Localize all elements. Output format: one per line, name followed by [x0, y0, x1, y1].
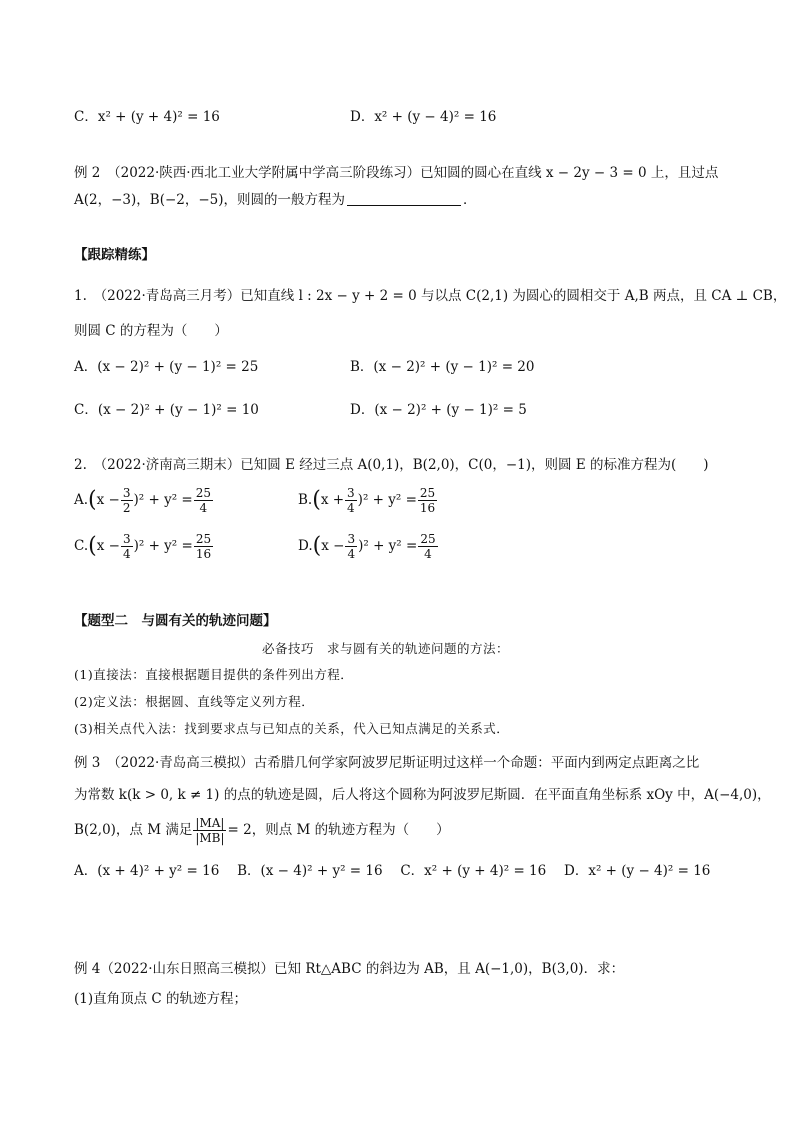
example3-options: A．(x + 4)² + y² = 16 B．(x − 4)² + y² = 16 C．x² + (y + 4)² = 16 D．x² + (y − 4)² = 16 — [74, 863, 711, 879]
q2-a-prefix: A. — [74, 492, 89, 508]
q2-b-paren: ( — [312, 487, 321, 513]
frac-num: 25 — [195, 532, 212, 546]
q2-c-term: x − — [96, 538, 120, 554]
q2-option-d — [298, 532, 439, 561]
frac-num: 25 — [419, 486, 436, 500]
q2-b-rest: )² + y² = — [357, 492, 417, 508]
q2-b-prefix: B. — [298, 492, 313, 508]
frac-num: 3 — [347, 486, 355, 500]
topic2-heading: 【题型二 与圆有关的轨迹问题】 — [74, 613, 277, 629]
frac-den: 4 — [424, 547, 432, 561]
q2-c-paren: ( — [88, 533, 97, 559]
example3-text1: 例 3 （2022·青岛高三模拟）古希腊几何学家阿波罗尼斯证明过这样一个命题：平面内到两定点距离之比 — [74, 755, 700, 771]
frac-den: 4 — [347, 501, 355, 515]
example4-line2: (1)直角顶点 C 的轨迹方程； — [74, 991, 248, 1007]
frac-num: 3 — [122, 486, 131, 500]
example3-line3 — [74, 816, 450, 845]
q2-a-paren: ( — [88, 487, 97, 513]
q2-b-rhs — [418, 486, 437, 515]
example3-line1 — [74, 754, 699, 772]
frac-num: 3 — [122, 532, 131, 546]
q1-option-d: D．(x − 2)² + (y − 1)² = 5 — [350, 402, 527, 418]
q2-c-rest: )² + y² = — [133, 538, 193, 554]
frac-num: 25 — [420, 532, 436, 546]
example2-line1: 例 2 （2022·陕西·西北工业大学附属中学高三阶段练习）已知圆的圆心在直线 x − 2y − 3 = 0 上，且过点 — [74, 165, 719, 181]
q2-a-term: x − — [96, 492, 120, 508]
frac-den: 2 — [122, 501, 131, 515]
method-3: (3)相关点代入法：找到要求点与已知点的关系，代入已知点满足的关系式． — [74, 721, 510, 736]
q1-option-c: C．(x − 2)² + (y − 1)² = 10 — [74, 402, 259, 418]
q2-d-term: x − — [321, 538, 345, 554]
option-c-prev: C．x² + (y + 4)² = 16 — [74, 109, 220, 125]
frac-den: 4 — [347, 547, 356, 561]
q2-option-b — [298, 486, 438, 515]
q2-b-frac — [345, 486, 357, 515]
q2-option-a — [74, 486, 214, 515]
ratio-num: |MA| — [195, 816, 225, 830]
example3-text3a: B(2,0)，点 M 满足 — [74, 822, 193, 838]
example3-text3b: = 2，则点 M 的轨迹方程为（ ） — [227, 822, 450, 838]
q1-option-b: B．(x − 2)² + (y − 1)² = 20 — [350, 359, 535, 375]
answer-blank — [347, 193, 461, 206]
q2-a-frac — [121, 486, 133, 515]
frac-den: 16 — [195, 547, 212, 561]
q2-d-paren: ( — [312, 533, 322, 559]
q1-option-a: A．(x − 2)² + (y − 1)² = 25 — [74, 359, 259, 375]
example4-line1: 例 4（2022·山东日照高三模拟）已知 Rt△ABC 的斜边为 AB，且 A(−1,0)，B(3,0)．求： — [74, 961, 625, 977]
skill-title: 必备技巧 求与圆有关的轨迹问题的方法： — [262, 641, 510, 656]
q2-d-rest: )² + y² = — [358, 538, 418, 554]
q1-line2: 则圆 C 的方程为（ ） — [74, 323, 228, 339]
method-1: (1)直接法：直接根据题目提供的条件列出方程． — [74, 667, 354, 682]
q2-c-prefix: C. — [74, 538, 89, 554]
example3-line2: 为常数 k(k > 0, k ≠ 1) 的点的轨迹是圆，后人将这个圆称为阿波罗尼斯圆．在平面直角坐标系 xOy 中，A(−4,0)， — [74, 787, 771, 803]
frac-den: 16 — [419, 501, 436, 515]
frac-num: 3 — [347, 532, 356, 546]
ratio-fraction — [193, 816, 226, 845]
example2-period: ． — [463, 192, 477, 208]
method-2: (2)定义法：根据圆、直线等定义列方程． — [74, 694, 315, 709]
example2-line2 — [74, 191, 477, 209]
tracking-heading: 【跟踪精练】 — [74, 247, 155, 263]
q1-line1: 1. （2022·青岛高三月考）已知直线 l : 2x − y + 2 = 0 与以点 C(2,1) 为圆心的圆相交于 A,B 两点，且 CA ⊥ CB， — [74, 288, 787, 304]
q2-c-rhs — [194, 532, 213, 561]
q2-d-frac — [345, 532, 357, 561]
frac-den: 4 — [199, 501, 208, 515]
q2-line1: 2. （2022·济南高三期末）已知圆 E 经过三点 A(0,1)，B(2,0)，C(0，−1)，则圆 E 的标准方程为( ) — [74, 457, 709, 473]
example2-text: A(2，−3)，B(−2，−5)，则圆的一般方程为 — [74, 192, 346, 208]
option-d-prev: D．x² + (y − 4)² = 16 — [350, 109, 497, 125]
q2-option-c — [74, 532, 214, 561]
q2-c-frac — [121, 532, 133, 561]
q2-b-term: x + — [320, 492, 345, 508]
q2-a-rhs — [194, 486, 213, 515]
q2-d-rhs — [418, 532, 437, 561]
ratio-den: |MB| — [195, 831, 225, 845]
frac-den: 4 — [122, 547, 131, 561]
q2-a-rest: )² + y² = — [133, 492, 193, 508]
q2-d-prefix: D. — [298, 538, 313, 554]
frac-num: 25 — [195, 486, 211, 500]
